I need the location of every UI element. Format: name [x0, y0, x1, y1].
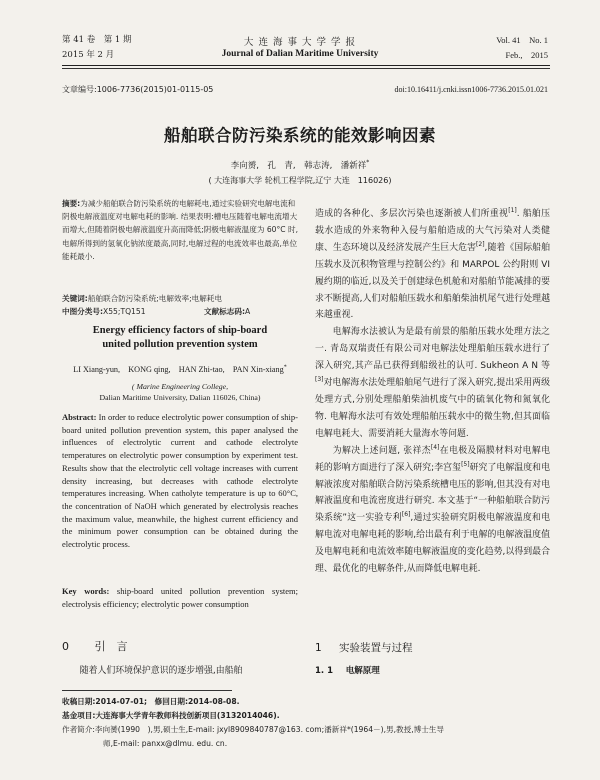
clc-label: 中图分类号:: [62, 307, 104, 316]
corresponding-author-mark-en: *: [283, 364, 287, 371]
doc-code: [204, 305, 250, 318]
title-en-line-1: Energy efficiency factors of ship-board: [92, 325, 268, 336]
journal-name-cn: 大 连 海 事 大 学 学 报: [243, 37, 357, 48]
subsection-1-1-number: 1. 1: [315, 666, 334, 676]
title-en: [62, 324, 298, 352]
footnote-rule: [62, 690, 232, 691]
abstract-cn-text: 为减少船舶联合防污染系统的电解耗电,通过实验研究电解电流和阴极电解液温度对电解电耗的影响. 结果表明:槽电压随着电解电流增大而增大,但随着阴极电解液温度升高而降低;阴极电解液温度为 60°C 时,电解所得到的氢氧化钠浓度最高,同时,电解过程的电流效率也最高,单位能耗最小.: [62, 199, 299, 261]
abstract-en-label: Abstract:: [62, 412, 97, 422]
keywords-cn-text: 船舶联合防污染系统;电解效率;电解耗电: [87, 294, 223, 303]
footnote: [62, 695, 552, 751]
footnote-author-info-2: 师,E-mail: panxx@dlmu. edu. cn.: [103, 739, 228, 748]
intro-paragraph-3: 为解决上述问题, 张祥杰[4]在电极及隔膜材料对电解电耗的影响方面进行了深入研究;李宫玺[5]研究了电解温度和电解液浓度对船舶联合防污染系统槽电压的影响,但其没有对电解液温度和电流密度进行研究. 本文基于“一种船舶联合防污染系统”这一实验专利[6],通过实验研究阴极电解液温度和电解电流对电解电耗的影响,给出最有利于电解的电解液温度值及电解电耗和电流效率随电解液温度的变化趋势,以得到最合理、最优化的电解条件,从而降低电解电耗.: [315, 443, 550, 575]
right-column-body: [315, 206, 550, 578]
section-1-number: 1: [315, 642, 322, 654]
intro-paragraph-2: 电解海水法被认为是最有前景的船舶压载水处理方法之一. 青岛双瑞责任有限公司对电解法处理船舶压载水进行了深入研究,其产品已获得到船级社的认可. Sukheon A N 等[3]对电解海水法处理船舶尾气进行了深入研究,提出采用两级处理方式,分别处理船舶柴油机废气中的硫氧化物和氮氧化物. 电解海水法可有效处理船舶压载水中的微生物,但其面临电解电耗大、需要消耗大量海水等问题.: [315, 327, 550, 439]
abstract-cn-label: 摘要:: [62, 199, 81, 208]
clc-value: X55;TQ151: [103, 307, 146, 316]
section-0-heading: [62, 638, 128, 654]
section-0-number: 0: [62, 640, 69, 653]
keywords-cn-label: 关键词:: [62, 294, 88, 303]
footnote-received: 收稿日期:2014-07-01; 修回日期:2014-08-08.: [62, 697, 240, 706]
section-1-heading: [315, 640, 413, 655]
doc-code-value: A: [245, 307, 251, 316]
ref-1: [1]: [508, 207, 517, 215]
journal-name-en: Journal of Dalian Maritime University: [221, 49, 379, 59]
authors-cn: [0, 159, 600, 171]
subsection-1-1-title: 电解原理: [345, 666, 380, 676]
ref-2: [2]: [476, 240, 485, 248]
footnote-author-info-1: 作者简介:李向赟(1990 ),男,硕士生,E-mail: jxyl8909840787@163. com;潘新祥*(1964－),男,教授,博士生导: [62, 725, 444, 734]
volume-issue-en: Vol. 41 No. 1: [496, 35, 548, 45]
abstract-en: [62, 411, 298, 551]
affiliation-en-line-2: Dalian Maritime University, Dalian 116026, China): [99, 393, 261, 402]
corresponding-author-mark: *: [366, 159, 370, 167]
ref-4: [4]: [430, 443, 440, 451]
keywords-en: [62, 585, 298, 610]
doi: doi:10.16411/j.cnki.issn1006-7736.2015.01.021: [394, 85, 548, 94]
keywords-en-text: ship-board united pollution prevention system; electrolysis efficiency; electrolytic power consumption: [62, 586, 298, 609]
section-0-title: 引 言: [94, 640, 128, 653]
subsection-1-1-heading: [315, 664, 380, 676]
ref-6: [6]: [401, 511, 411, 519]
classification-line: [62, 305, 298, 318]
publication-date-en: Feb., 2015: [505, 50, 548, 60]
footnote-fund: 基金项目:大连海事大学青年教师科技创新项目(3132014046).: [62, 711, 280, 720]
section-1-title: 实验装置与过程: [339, 642, 413, 654]
article-number: 文章编号:1006-7736(2015)01-0115-05: [62, 85, 214, 94]
authors-en-names: LI Xiang-yun, KONG qing, HAN Zhi-tao, PAN Xin-xiang: [73, 365, 284, 374]
header-rule-thick: [62, 65, 550, 66]
keywords-cn: [62, 292, 298, 305]
keywords-en-label: Key words:: [62, 586, 110, 596]
ref-5: [5]: [461, 460, 470, 468]
abstract-cn: [62, 197, 298, 263]
title-cn: 船舶联合防污染系统的能效影响因素: [164, 126, 436, 145]
abstract-en-text: In order to reduce electrolytic power consumption of ship-board united pollution prevention system, this paper analysed the influences of electrolytic current and cathode electrolyte temperatures on electrolytic power consumption by experiment test. Results show that the electrolytic cell voltage increases with current density increasing, but decreases with cathode electrolyte temperatures increasing. When catholyte temperature is up to 60°C, the concentration of NaOH which generated by electrolysis reaches the maximum value, meanwhile, the highest current efficiency and the minimum power consumption can be obtained during the electrolytic process.: [62, 412, 298, 550]
ref-3: [3]: [315, 376, 324, 384]
header-rule-thin: [62, 68, 550, 69]
intro-first-line: 随着人们环境保护意识的逐步增强,由船舶: [79, 666, 243, 676]
authors-en: [62, 364, 298, 375]
title-en-line-2: united pollution prevention system: [102, 339, 258, 350]
publication-date-cn: 2015 年 2 月: [62, 50, 115, 60]
affiliation-cn: ( 大连海事大学 轮机工程学院,辽宁 大连 116026): [208, 176, 392, 185]
volume-issue-cn: 第 41 卷 第 1 期: [62, 35, 132, 45]
authors-cn-names: 李向赟, 孔 青, 韩志涛, 潘新祥: [230, 161, 367, 171]
doc-code-label: 文献标志码:: [204, 307, 246, 316]
affiliation-en: [62, 381, 298, 403]
intro-paragraph-continued: 造成的各种化、多层次污染也逐渐被人们所重视[1]. 船舶压载水造成的外来物种入侵与船舶造成的大气污染对人类健康、生态环境以及经济发展产生巨大危害[2],随着《国际船舶压载水及沉积物管理与控制公约》和 MARPOL 公约附则 VI 履约期的临近,以及关于创建绿色机舱和对船舶节能减排的要求不断提高,人们对船舶压载水和船舶柴油机尾气进行处理越来越重视.: [315, 207, 550, 321]
affiliation-en-line-1: ( Marine Engineering College,: [131, 382, 229, 391]
